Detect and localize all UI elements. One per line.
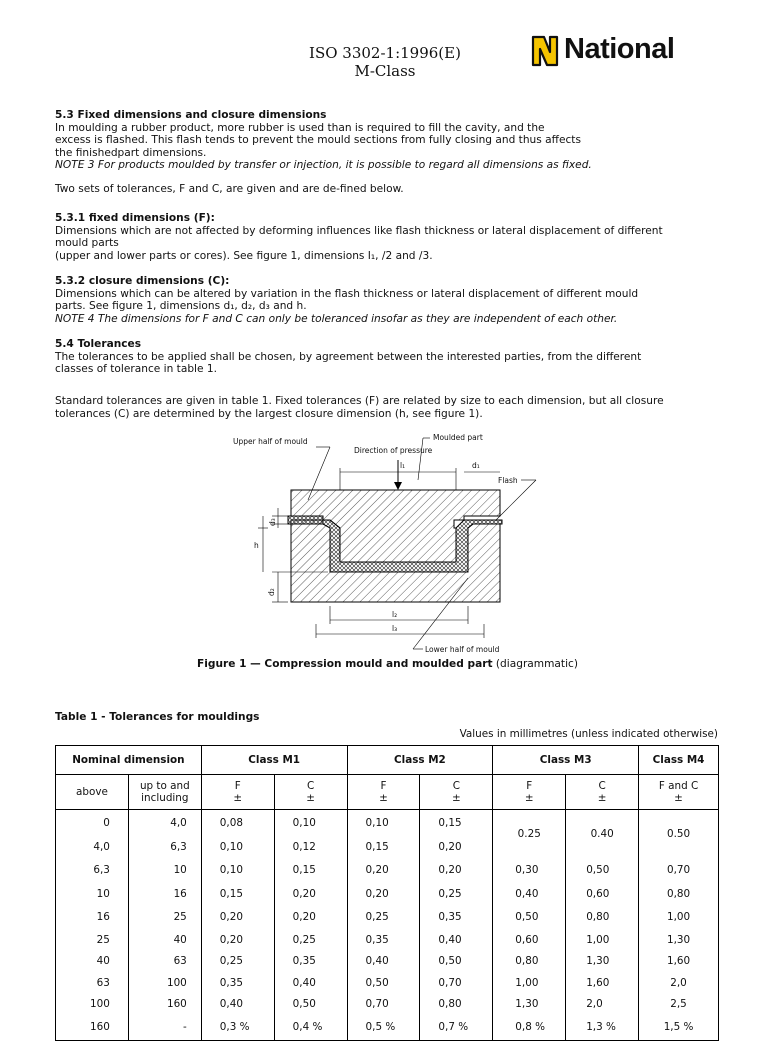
upper-half-label: Upper half of mould (233, 437, 308, 446)
section-5-3 (55, 109, 720, 172)
cell-above: 6,3 (56, 858, 129, 883)
cell-m1c: 0,35 (274, 951, 347, 972)
cell-m2c: 0,7 % (420, 1015, 493, 1041)
table-row (56, 929, 719, 951)
cell-above: 100 (56, 994, 129, 1015)
paragraph-line: the finishedpart dimensions. (55, 146, 207, 159)
cell-upto: 160 (128, 994, 201, 1015)
two-sets-text: Two sets of tolerances, F and C, are given and are de-fined below. (55, 183, 404, 195)
cell-above: 25 (56, 929, 129, 951)
cell-m3-merged-m3c: 0.40 (566, 810, 639, 858)
cell-m2c: 0,50 (420, 951, 493, 972)
subheader-m2-c (420, 775, 493, 810)
subheader-upto-1: up to and (139, 780, 190, 792)
compression-mould-diagram (228, 428, 548, 656)
cell-m2f: 0,20 (347, 858, 420, 883)
flash-label: Flash (498, 476, 518, 485)
label-f-and-c: F and C (658, 780, 699, 792)
cell-m1f: 0,20 (201, 929, 274, 951)
cell-m2c: 0,70 (420, 972, 493, 994)
page-title (235, 44, 535, 80)
section-5-4 (55, 338, 720, 376)
cell-m3c: 1,60 (566, 972, 639, 994)
cell-m3f: 0,40 (493, 883, 566, 905)
cell-m4: 1,30 (639, 929, 719, 951)
cell-m1f: 0,10 (201, 836, 274, 858)
subheader-upto-2: including (141, 792, 189, 804)
cell-m3c: 0,80 (566, 905, 639, 929)
cell-upto: 10 (128, 858, 201, 883)
cell-upto: - (128, 1015, 201, 1041)
label-pm: ± (452, 792, 461, 804)
cell-m2c: 0,15 (420, 810, 493, 836)
cell-above: 10 (56, 883, 129, 905)
paragraph-line: The tolerances to be applied shall be chosen, by agreement between the interested parties, from the different (55, 350, 642, 363)
label-f: F (234, 780, 241, 792)
table-row (56, 994, 719, 1015)
header-nominal: Nominal dimension (56, 746, 202, 775)
section-heading: 5.4 Tolerances (55, 338, 142, 350)
label-pm: ± (597, 792, 607, 804)
cell-upto: 25 (128, 905, 201, 929)
section-5-3-1 (55, 212, 720, 262)
cell-m3f: 0,60 (493, 929, 566, 951)
dimension-d2: d₂ (267, 588, 276, 596)
cell-m2f: 0,50 (347, 972, 420, 994)
cell-m1f: 0,08 (201, 810, 274, 836)
cell-m1f: 0,20 (201, 905, 274, 929)
logo-text: National (564, 33, 675, 65)
paragraph-line: tolerances (C) are determined by the largest closure dimension (h, see figure 1). (55, 407, 483, 420)
subheader-m1-c (274, 775, 347, 810)
label-pm: ± (674, 792, 683, 804)
note-4: NOTE 4 The dimensions for F and C can only be toleranced insofar as they are independent of each other. (55, 312, 618, 325)
cell-m2c: 0,80 (420, 994, 493, 1015)
section-5-4-standard (55, 395, 720, 420)
table-units: Values in millimetres (unless indicated otherwise) (459, 728, 718, 740)
cell-m1c: 0,25 (274, 929, 347, 951)
cell-m2f: 0,5 % (347, 1015, 420, 1041)
cell-upto: 63 (128, 951, 201, 972)
cell-m1c: 0,10 (274, 810, 347, 836)
cell-m3c: 1,3 % (566, 1015, 639, 1041)
dimension-l1: l₁ (400, 461, 406, 470)
cell-m4-merged: 0.50 (639, 810, 719, 858)
cell-m4: 2,0 (639, 972, 719, 994)
header-class-m1: Class M1 (201, 746, 347, 775)
cell-m2f: 0,35 (347, 929, 420, 951)
subheader-m4 (639, 775, 719, 810)
table-header-row (56, 746, 719, 775)
label-f: F (380, 780, 387, 792)
cell-m1c: 0,40 (274, 972, 347, 994)
label-f: F (526, 780, 533, 792)
cell-m1f: 0,3 % (201, 1015, 274, 1041)
cell-upto: 4,0 (128, 810, 201, 836)
cell-m2f: 0,70 (347, 994, 420, 1015)
cell-m3-merged-m3f: 0.25 (493, 810, 566, 858)
header-class-m3: Class M3 (493, 746, 639, 775)
note-3: NOTE 3 For products moulded by transfer or injection, it is possible to regard all dimensions as fixed. (55, 159, 592, 172)
cell-m4: 1,5 % (639, 1015, 719, 1041)
cell-m1c: 0,4 % (274, 1015, 347, 1041)
table-row (56, 858, 719, 883)
cell-m1c: 0,20 (274, 883, 347, 905)
national-logo (530, 35, 720, 71)
paragraph-line: In moulding a rubber product, more rubber is used than is required to fill the cavity, and the (55, 121, 545, 134)
label-pm: ± (379, 792, 388, 804)
cell-m4: 0,70 (639, 858, 719, 883)
cell-m4: 0,80 (639, 883, 719, 905)
cell-m1c: 0,15 (274, 858, 347, 883)
cell-m2f: 0,40 (347, 951, 420, 972)
dimension-d3: d₃ (268, 518, 277, 526)
cell-m3f: 0,80 (493, 951, 566, 972)
figure-caption (55, 658, 720, 670)
cell-m1c: 0,20 (274, 905, 347, 929)
label-pm: ± (233, 792, 243, 804)
cell-m2c: 0,40 (420, 929, 493, 951)
cell-m3f: 0,8 % (493, 1015, 566, 1041)
direction-label: Direction of pressure (354, 446, 433, 455)
cell-m1f: 0,15 (201, 883, 274, 905)
label-c: C (306, 780, 315, 792)
subheader-upto (128, 775, 201, 810)
dimension-l2: l₂ (392, 610, 398, 619)
paragraph-line: classes of tolerance in table 1. (55, 363, 217, 376)
cell-m1c: 0,12 (274, 836, 347, 858)
standard-number: ISO 3302-1:1996(E) (309, 44, 461, 62)
paragraph-line: Dimensions which can be altered by variation in the flash thickness or lateral displacement of different mould (55, 287, 639, 300)
cell-m2f: 0,25 (347, 905, 420, 929)
subheader-m2-f (347, 775, 420, 810)
dimension-l3: l₃ (392, 624, 398, 633)
cell-m3c: 1,00 (566, 929, 639, 951)
table-subheader-row (56, 775, 719, 810)
cell-m3f: 0,30 (493, 858, 566, 883)
table-title: Table 1 - Tolerances for mouldings (55, 711, 260, 723)
class-label: M-Class (354, 62, 416, 80)
table-row (56, 810, 719, 836)
section-heading: 5.3.1 fixed dimensions (F): (55, 212, 215, 224)
cell-upto: 16 (128, 883, 201, 905)
cell-above: 16 (56, 905, 129, 929)
cell-m3c: 0,50 (566, 858, 639, 883)
subheader-m3-c (566, 775, 639, 810)
table-row (56, 883, 719, 905)
cell-upto: 6,3 (128, 836, 201, 858)
label-c: C (452, 780, 460, 792)
lower-half-label: Lower half of mould (425, 645, 500, 654)
cell-m3c: 0,60 (566, 883, 639, 905)
paragraph-line: mould parts (55, 237, 119, 250)
cell-m1c: 0,50 (274, 994, 347, 1015)
figure-caption-note: (diagrammatic) (495, 658, 578, 670)
figure-caption-title: Figure 1 — Compression mould and moulded part (197, 658, 493, 670)
paragraph-line: parts. See figure 1, dimensions d₁, d₂, d₃ and h. (55, 300, 307, 313)
cell-m3c: 1,30 (566, 951, 639, 972)
dimension-d1: d₁ (472, 461, 480, 470)
cell-m4: 2,5 (639, 994, 719, 1015)
paragraph-line: excess is flashed. This flash tends to prevent the mould sections from fully closing and thus affects (55, 134, 581, 147)
label-c: C (598, 780, 606, 792)
table-row (56, 1015, 719, 1041)
cell-m2f: 0,15 (347, 836, 420, 858)
dimension-h: h (254, 541, 259, 550)
cell-above: 0 (56, 810, 129, 836)
label-pm: ± (524, 792, 534, 804)
cell-m1f: 0,25 (201, 951, 274, 972)
cell-above: 4,0 (56, 836, 129, 858)
paragraph-line: Dimensions which are not affected by deforming influences like flash thickness or lateral displacement of different (55, 224, 663, 237)
header-class-m2: Class M2 (347, 746, 493, 775)
cell-m4: 1,00 (639, 905, 719, 929)
cell-m2c: 0,20 (420, 858, 493, 883)
cell-m1f: 0,40 (201, 994, 274, 1015)
cell-m4: 1,60 (639, 951, 719, 972)
subheader-above: above (56, 775, 129, 810)
cell-m2f: 0,10 (347, 810, 420, 836)
cell-m3f: 1,00 (493, 972, 566, 994)
section-5-3-2 (55, 275, 720, 325)
cell-m2f: 0,20 (347, 883, 420, 905)
subheader-m1-f (201, 775, 274, 810)
cell-m2c: 0,25 (420, 883, 493, 905)
paragraph-line: (upper and lower parts or cores). See figure 1, dimensions I₁, /2 and /3. (55, 249, 433, 262)
paragraph-line: Standard tolerances are given in table 1. Fixed tolerances (F) are related by size to each dimension, but all closure (55, 395, 664, 407)
moulded-part-label: Moulded part (433, 433, 483, 442)
cell-m3c: 2,0 (566, 994, 639, 1015)
cell-m1f: 0,10 (201, 858, 274, 883)
table-row (56, 972, 719, 994)
logo-n-icon (530, 35, 560, 67)
cell-upto: 40 (128, 929, 201, 951)
subheader-m3-f (493, 775, 566, 810)
table-row (56, 951, 719, 972)
section-heading: 5.3.2 closure dimensions (C): (55, 275, 230, 287)
cell-m2c: 0,20 (420, 836, 493, 858)
cell-above: 160 (56, 1015, 129, 1041)
header-class-m4: Class M4 (639, 746, 719, 775)
label-pm: ± (306, 792, 315, 804)
cell-m3f: 1,30 (493, 994, 566, 1015)
cell-m1f: 0,35 (201, 972, 274, 994)
table-row (56, 905, 719, 929)
cell-upto: 100 (128, 972, 201, 994)
cell-above: 40 (56, 951, 129, 972)
tolerance-table (55, 745, 719, 1041)
section-heading: 5.3 Fixed dimensions and closure dimensions (55, 109, 327, 121)
cell-above: 63 (56, 972, 129, 994)
cell-m2c: 0,35 (420, 905, 493, 929)
cell-m3f: 0,50 (493, 905, 566, 929)
